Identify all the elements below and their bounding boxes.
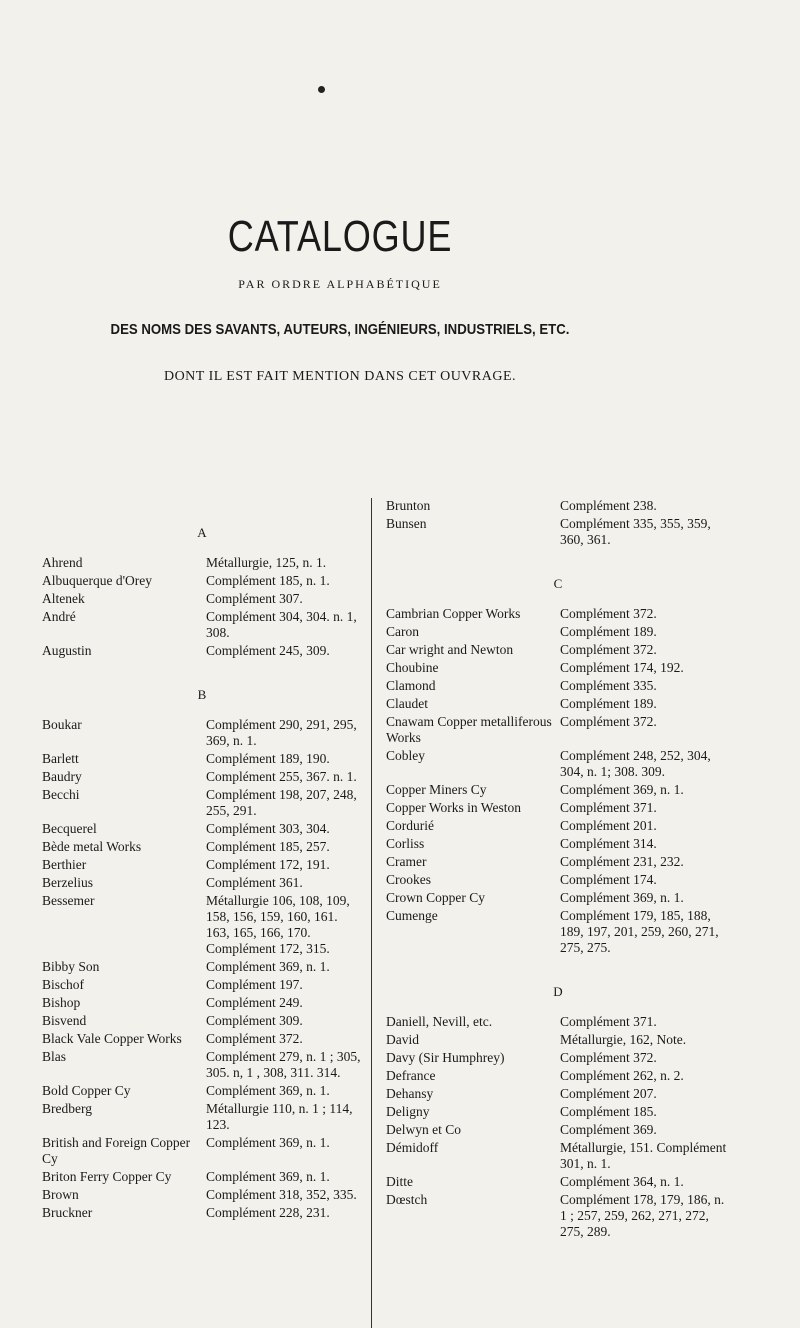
entry-name: Brown (42, 1187, 79, 1202)
entry-reference: Complément 372. (560, 606, 657, 621)
index-entry (42, 769, 362, 785)
entry-name: Copper Miners Cy (386, 782, 487, 797)
entry-reference: Complément 307. (206, 591, 303, 606)
index-entry (386, 1014, 730, 1030)
index-entry (386, 1174, 730, 1190)
entry-reference: Métallurgie, 125, n. 1. (206, 555, 327, 570)
entry-name: Davy (Sir Humphrey) (386, 1050, 505, 1065)
entry-name: Caron (386, 624, 419, 639)
entry-reference: Complément 185, n. 1. (206, 573, 330, 588)
index-entry (42, 751, 362, 767)
entry-reference: Complément 255, 367. n. 1. (206, 769, 357, 784)
index-entry (386, 800, 730, 816)
index-entry (386, 748, 730, 780)
column-divider (371, 498, 372, 1328)
entry-reference: Complément 364, n. 1. (560, 1174, 684, 1189)
entry-name: Bredberg (42, 1101, 92, 1116)
entry-reference: Complément 371. (560, 800, 657, 815)
entry-reference: Métallurgie, 162, Note. (560, 1032, 687, 1047)
entry-reference: Complément 207. (560, 1086, 657, 1101)
entry-reference: Complément 172, 191. (206, 857, 330, 872)
entry-name: Barlett (42, 751, 79, 766)
entry-reference: Complément 198, 207, 248, 255, 291. (206, 787, 357, 818)
index-entry (42, 717, 362, 749)
index-entry (42, 643, 362, 659)
entry-name: Car wright and Newton (386, 642, 514, 657)
entry-reference: Complément 303, 304. (206, 821, 330, 836)
entry-reference: Complément 245, 309. (206, 643, 330, 658)
entry-name: Albuquerque d'Orey (42, 573, 153, 588)
index-entry (42, 1049, 362, 1081)
section-letter: B (197, 687, 207, 702)
entry-name: Boukar (42, 717, 82, 732)
entry-reference: Métallurgie 110, n. 1 ; 114, 123. (206, 1101, 353, 1132)
entry-reference: Complément 304, 304. n. 1, 308. (206, 609, 357, 640)
entry-reference: Complément 369, n. 1. (560, 782, 684, 797)
entry-name: Daniell, Nevill, etc. (386, 1014, 493, 1029)
index-entry (42, 995, 362, 1011)
index-entry (386, 678, 730, 694)
entry-reference: Complément 290, 291, 295, 369, n. 1. (206, 717, 357, 748)
ornament-dot (318, 86, 325, 93)
index-entry (386, 1086, 730, 1102)
entry-name: Berzelius (42, 875, 93, 890)
left-column (42, 515, 362, 1223)
entry-reference: Complément 369, n. 1. (206, 1083, 330, 1098)
entry-name: Claudet (386, 696, 428, 711)
index-entry (386, 1104, 730, 1120)
index-entry (386, 818, 730, 834)
entry-name: Ahrend (42, 555, 83, 570)
page-subheading: DONT IL EST FAIT MENTION DANS CET OUVRAGE. (163, 369, 517, 384)
entry-name: Cramer (386, 854, 427, 869)
entry-name: Bischof (42, 977, 84, 992)
entry-name: Clamond (386, 678, 436, 693)
entry-reference: Complément 369, n. 1. (206, 1135, 330, 1150)
entry-name: Dehansy (386, 1086, 434, 1101)
entry-reference: Complément 178, 179, 186, n. 1 ; 257, 259, 262, 271, 272, 275, 289. (560, 1192, 725, 1239)
index-entry (42, 609, 362, 641)
entry-reference: Complément 174. (560, 872, 657, 887)
index-entry (386, 696, 730, 712)
entry-reference: Complément 314. (560, 836, 657, 851)
index-entry (42, 591, 362, 607)
index-entry (42, 959, 362, 975)
entry-name: Cambrian Copper Works (386, 606, 521, 621)
entry-reference: Complément 228, 231. (206, 1205, 330, 1220)
entry-reference: Complément 318, 352, 335. (206, 1187, 357, 1202)
entry-name: Black Vale Copper Works (42, 1031, 182, 1046)
entry-name: Démidoff (386, 1140, 439, 1155)
index-entry (42, 1187, 362, 1203)
index-entry (386, 1192, 730, 1240)
entry-name: Baudry (42, 769, 82, 784)
entry-name: Becchi (42, 787, 80, 802)
entry-name: Deligny (386, 1104, 430, 1119)
entry-name: Cnawam Copper metalliferous Works (386, 714, 552, 745)
entry-reference: Métallurgie 106, 108, 109, 158, 156, 159, 160, 161. 163, 165, 166, 170. Complément 172, 315. (206, 893, 350, 956)
entry-name: André (42, 609, 76, 624)
index-entry (386, 660, 730, 676)
entry-reference: Complément 189. (560, 696, 657, 711)
entry-name: Augustin (42, 643, 92, 658)
entry-name: Dœstch (386, 1192, 428, 1207)
entry-reference: Complément 201. (560, 818, 657, 833)
entry-reference: Complément 369, n. 1. (206, 959, 330, 974)
index-entry (42, 1205, 362, 1221)
entry-name: Brunton (386, 498, 431, 513)
section-letter: C (553, 576, 563, 591)
index-entry (42, 1135, 362, 1167)
index-entry (42, 893, 362, 957)
index-entry (386, 890, 730, 906)
entry-name: Crookes (386, 872, 431, 887)
entry-reference: Complément 372. (560, 642, 657, 657)
entry-name: Bisvend (42, 1013, 87, 1028)
index-entry (42, 839, 362, 855)
entry-reference: Complément 179, 185, 188, 189, 197, 201, 259, 260, 271, 275, 275. (560, 908, 719, 955)
index-entry (42, 573, 362, 589)
index-entry (42, 1169, 362, 1185)
entry-name: British and Foreign Copper Cy (42, 1135, 191, 1166)
entry-name: Bède metal Works (42, 839, 142, 854)
index-entry (42, 1031, 362, 1047)
index-entry (386, 872, 730, 888)
index-entry (386, 1140, 730, 1172)
entry-reference: Complément 262, n. 2. (560, 1068, 684, 1083)
entry-name: Defrance (386, 1068, 436, 1083)
index-entry (386, 1068, 730, 1084)
entry-name: Delwyn et Co (386, 1122, 461, 1137)
entry-name: Bishop (42, 995, 81, 1010)
entry-name: Copper Works in Weston (386, 800, 521, 815)
entry-name: Crown Copper Cy (386, 890, 485, 905)
index-entry (42, 1083, 362, 1099)
entry-name: Corliss (386, 836, 425, 851)
index-entry (42, 857, 362, 873)
index-entry (386, 498, 730, 514)
entry-reference: Complément 249. (206, 995, 303, 1010)
entry-name: Blas (42, 1049, 67, 1064)
index-entry (386, 836, 730, 852)
entry-name: Becquerel (42, 821, 97, 836)
entry-reference: Complément 372. (560, 1050, 657, 1065)
index-entry (42, 787, 362, 819)
index-entry (42, 977, 362, 993)
index-entry (42, 555, 362, 571)
index-entry (386, 714, 730, 746)
index-entry (42, 1101, 362, 1133)
entry-reference: Complément 197. (206, 977, 303, 992)
index-entry (386, 782, 730, 798)
entry-name: Cordurié (386, 818, 434, 833)
index-entry (386, 1032, 730, 1048)
entry-reference: Complément 189. (560, 624, 657, 639)
entry-name: Bunsen (386, 516, 427, 531)
entry-reference: Complément 335. (560, 678, 657, 693)
entry-reference: Complément 309. (206, 1013, 303, 1028)
entry-reference: Complément 369, n. 1. (206, 1169, 330, 1184)
entry-reference: Complément 248, 252, 304, 304, n. 1; 308. 309. (560, 748, 711, 779)
entry-reference: Complément 189, 190. (206, 751, 330, 766)
index-entry (42, 1013, 362, 1029)
index-entry (386, 624, 730, 640)
index-entry (42, 821, 362, 837)
entry-name: Bibby Son (42, 959, 100, 974)
section-letter: A (197, 525, 207, 540)
index-entry (386, 908, 730, 956)
entry-name: David (386, 1032, 419, 1047)
page-subtitle: PAR ORDRE ALPHABÉTIQUE (238, 277, 442, 291)
entry-name: Cumenge (386, 908, 438, 923)
entry-name: Bold Copper Cy (42, 1083, 131, 1098)
entry-reference: Complément 174, 192. (560, 660, 684, 675)
index-entry (386, 1122, 730, 1138)
entry-reference: Complément 231, 232. (560, 854, 684, 869)
index-entry (386, 606, 730, 622)
index-entry (386, 642, 730, 658)
index-entry (42, 875, 362, 891)
entry-reference: Complément 369, n. 1. (560, 890, 684, 905)
entry-reference: Complément 185. (560, 1104, 657, 1119)
entry-name: Altenek (42, 591, 85, 606)
entry-reference: Complément 335, 355, 359, 360, 361. (560, 516, 711, 547)
section-letter: D (553, 984, 563, 999)
entry-name: Briton Ferry Copper Cy (42, 1169, 172, 1184)
entry-reference: Complément 279, n. 1 ; 305, 305. n, 1 , 308, 311. 314. (206, 1049, 361, 1080)
entry-reference: Métallurgie, 151. Complément 301, n. 1. (560, 1140, 727, 1171)
index-entry (386, 854, 730, 870)
entry-reference: Complément 361. (206, 875, 303, 890)
entry-name: Bruckner (42, 1205, 93, 1220)
entry-reference: Complément 185, 257. (206, 839, 330, 854)
page-heading: DES NOMS DES SAVANTS, AUTEURS, INGÉNIEURS, INDUSTRIELS, ETC. (110, 321, 570, 338)
entry-reference: Complément 371. (560, 1014, 657, 1029)
entry-reference: Complément 372. (206, 1031, 303, 1046)
entry-reference: Complément 369. (560, 1122, 657, 1137)
entry-reference: Complément 238. (560, 498, 657, 513)
entry-name: Choubine (386, 660, 439, 675)
right-column (386, 498, 730, 1242)
index-entry (386, 516, 730, 548)
entry-name: Ditte (386, 1174, 413, 1189)
entry-name: Cobley (386, 748, 425, 763)
entry-name: Berthier (42, 857, 87, 872)
entry-name: Bessemer (42, 893, 95, 908)
index-entry (386, 1050, 730, 1066)
entry-reference: Complément 372. (560, 714, 657, 729)
page-title: CATALOGUE (227, 212, 453, 261)
